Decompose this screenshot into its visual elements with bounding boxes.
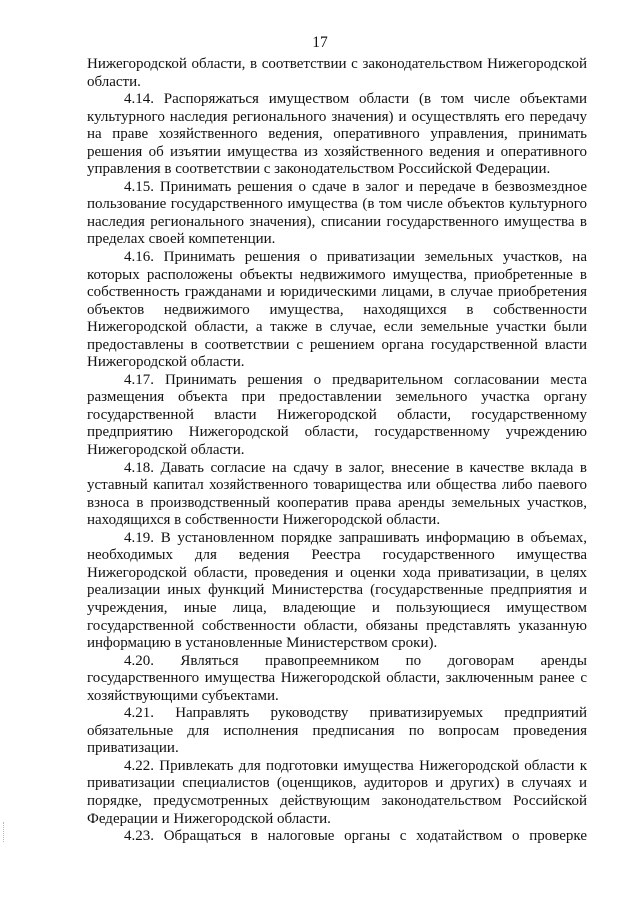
text-line: 4.19. В установленном порядке запрашивать информацию в объемах, — [124, 529, 587, 546]
text-line: пользование государственного имущества (в том числе объектов культурного — [87, 196, 587, 213]
text-line: Нижегородской области. — [87, 354, 245, 371]
text-line: уставный капитал хозяйственного товарищества или общества либо паевого — [87, 477, 587, 494]
text-line: необходимых для ведения Реестра государственного имущества — [87, 547, 587, 564]
text-line: предоставлены в соответствии с решением органа государственной власти — [87, 336, 587, 353]
text-line: находящихся в собственности Нижегородской области. — [87, 512, 441, 529]
text-line: 4.23. Обращаться в налоговые органы с ходатайством о проверке — [124, 828, 587, 845]
text-line: 4.20. Являться правопреемником по договорам аренды — [124, 652, 587, 669]
text-line: 4.22. Привлекать для подготовки имущества Нижегородской области к — [124, 757, 587, 774]
text-line: обязательные для исполнения предписания по вопросам проведения — [87, 722, 587, 739]
text-line: области. — [87, 73, 141, 90]
text-line: Нижегородской области, в соответствии с законодательством Нижегородской — [87, 56, 587, 72]
text-line: 4.18. Давать согласие на сдачу в залог, внесение в качестве вклада в — [124, 459, 587, 476]
text-line: 4.21. Направлять руководству приватизируемых предприятий — [124, 705, 587, 722]
text-line: информацию в установленные Министерством сроки). — [87, 635, 438, 652]
text-line: государственного имущества Нижегородской области, заключенным ранее с — [87, 670, 587, 687]
text-line: решения об изъятии имущества из хозяйственного ведения и оперативного — [87, 143, 587, 160]
text-line: размещения объекта при предоставлении земельного участка органу — [87, 389, 587, 406]
text-line: порядке, предусмотренных действующим законодательством Российской — [87, 792, 587, 809]
text-line: пределах своей компетенции. — [87, 231, 276, 248]
text-line: культурного наследия регионального значения) и осуществлять его передачу — [87, 108, 587, 125]
text-line: Нижегородской области. — [87, 442, 245, 459]
text-line: государственной власти Нижегородской области, государственному — [87, 406, 587, 423]
text-line: 4.16. Принимать решения о приватизации земельных участков, на — [124, 249, 587, 266]
text-line: 4.14. Распоряжаться имуществом области (в том числе объектами — [124, 91, 587, 108]
document-body — [87, 56, 587, 846]
text-line: объектов недвижимого имущества, находящихся в собственности — [87, 301, 587, 318]
text-line: 4.15. Принимать решения о сдаче в залог и передаче в безвозмездное — [124, 178, 587, 195]
text-line: учреждения, иные лица, владеющие и пользующиеся имуществом — [87, 599, 587, 616]
text-line: Нижегородской области, а также в случае, если земельные участки были — [87, 319, 587, 336]
text-line: хозяйствующими субъектами. — [87, 687, 279, 704]
scan-edge-mark — [3, 822, 5, 842]
text-line: приватизации. — [87, 740, 179, 757]
text-line: наследия регионального значения), списании государственного имущества в — [87, 213, 587, 230]
page-number: 17 — [312, 34, 328, 51]
text-line: взноса в производственный кооператив права аренды земельных участков, — [87, 494, 587, 511]
text-line: собственность гражданами и юридическими лицами, в случае приобретения — [87, 284, 587, 301]
text-line: 4.17. Принимать решения о предварительном согласовании места — [124, 371, 587, 388]
text-line: предприятию Нижегородской области, государственному учреждению — [87, 424, 587, 441]
text-line: Нижегородской области, проведения и оценки хода приватизации, в целях — [87, 564, 587, 581]
text-line: которых расположены объекты недвижимого имущества, приобретенные в — [87, 266, 587, 283]
text-line: на праве хозяйственного ведения, оперативного управления, принимать — [87, 126, 587, 143]
text-line: Федерации и Нижегородской области. — [87, 810, 331, 827]
text-line: управления в соответствии с законодательством Российской Федерации. — [87, 161, 551, 178]
text-line: реализации иных функций Министерства (государственные предприятия и — [87, 582, 587, 599]
text-line: приватизации специалистов (оценщиков, аудиторов и других) в случаях и — [87, 775, 587, 792]
text-line: государственной собственности области, обязаны представлять указанную — [87, 617, 587, 634]
